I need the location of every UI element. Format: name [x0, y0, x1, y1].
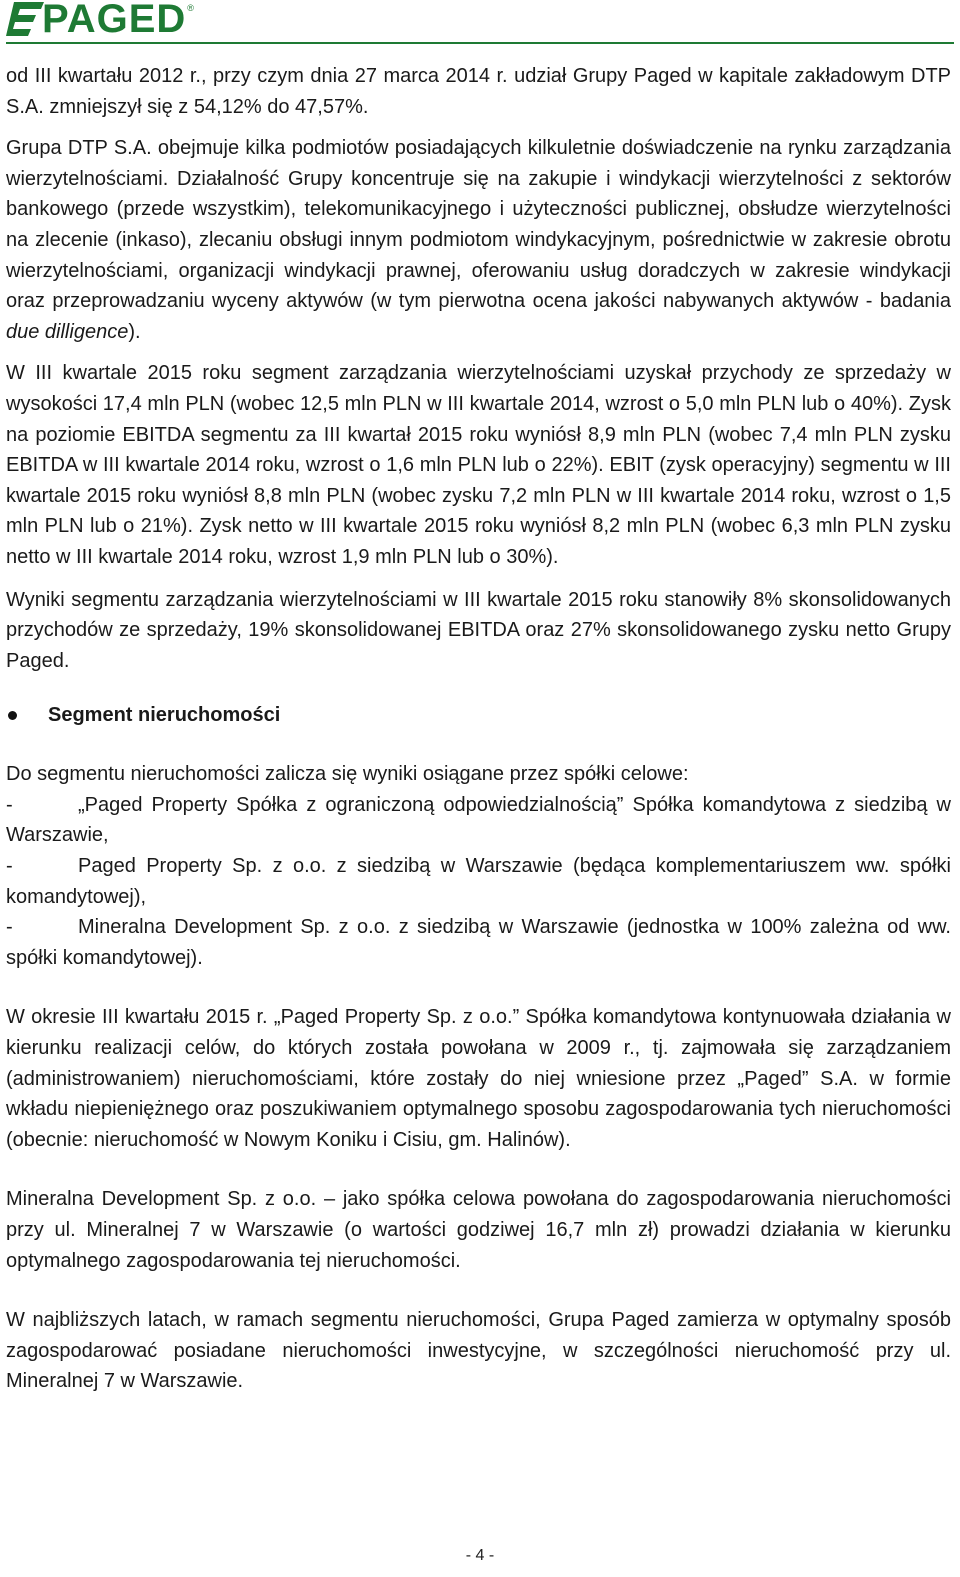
registered-mark: ® — [187, 3, 194, 13]
paragraph-paged-property: W okresie III kwartału 2015 r. „Paged Property Sp. z o.o.” Spółka komandytowa kontynuowała działania w kierunku realizacji celów, do których została powołana w 2009 r., tj. zajmowała się zarządzaniem (administrowaniem) nieruchomościami, które zostały do niej wniesione przez „Paged” S.A. w formie wkładu niepieniężnego oraz poszukiwaniem optymalnego sposobu zagospodarowania tych nieruchomości (obecnie: nieruchomość w Nowym Koniku i Cisiu, gm. Halinów). — [6, 1006, 951, 1151]
paragraph-debt-share: Wyniki segmentu zarządzania wierzytelnościami w III kwartale 2015 roku stanowiły 8% skonsolidowanych przychodów ze sprzedaży, 19% skonsolidowanej EBITDA oraz 27% skonsolidowanego zysku netto Grupy Paged. — [6, 588, 951, 672]
paged-logo-icon — [6, 2, 44, 36]
paragraph-debt-results: W III kwartale 2015 roku segment zarządzania wierzytelnościami uzyskał przychody ze sprzedaży w wysokości 17,4 mln PLN (wobec 12,5 mln PLN w III kwartale 2014, wzrost o 5,0 mln PLN lub o 40%). Zysk na poziomie EBITDA segmentu za III kwartał 2015 roku wyniósł 8,9 mln PLN (wobec 7,4 mln PLN zysku EBITDA w III kwartale 2014 roku, wzrost o 1,6 mln PLN lub o 22%). EBIT (zysk operacyjny) segmentu w III kwartale 2015 roku wyniósł 8,8 mln PLN (wobec zysku 7,2 mln PLN w III kwartale 2014 roku, wzrost o 1,5 mln PLN lub o 21%). Zysk netto w III kwartale 2015 roku wyniósł 8,2 mln PLN (wobec 6,3 mln PLN zysku netto w III kwartale 2014 roku, wzrost 1,9 mln PLN lub o 30%). — [6, 362, 951, 568]
list-item — [6, 790, 951, 851]
list-item-text: „Paged Property Spółka z ograniczoną odpowiedzialnością” Spółka komandytowa z siedzibą w Warszawie, — [6, 793, 951, 847]
list-dash: - — [6, 916, 13, 939]
paragraph-future-plans: W najbliższych latach, w ramach segmentu nieruchomości, Grupa Paged zamierza w optymalny sposób zagospodarować posiadane nieruchomości inwestycyjne, w szczególności nieruchomość przy ul. Mineralnej 7 w Warszawie. — [6, 1309, 951, 1393]
due-diligence-term: due dilligence — [6, 320, 129, 343]
list-item — [6, 912, 951, 973]
section-heading-text: Segment nieruchomości — [48, 703, 281, 726]
paragraph-dtp-share: od III kwartału 2012 r., przy czym dnia 27 marca 2014 r. udział Grupy Paged w kapitale zakładowym DTP S.A. zmniejszył się z 54,12% do 47,57%. — [6, 65, 951, 118]
document-body — [6, 61, 951, 1397]
page-number: - 4 - — [465, 1547, 495, 1564]
paragraph-real-estate-intro: Do segmentu nieruchomości zalicza się wyniki osiągane przez spółki celowe: — [6, 763, 689, 786]
paragraph-mineralna: Mineralna Development Sp. z o.o. – jako spółka celowa powołana do zagospodarowania nieruchomości przy ul. Mineralnej 7 w Warszawie (o wartości godziwej 16,7 mln zł) prowadzi działania w kierunku optymalnego zagospodarowania tej nieruchomości. — [6, 1188, 951, 1272]
logo-wordmark: PAGED — [42, 0, 187, 41]
list-item-text: Paged Property Sp. z o.o. z siedzibą w Warszawie (będąca komplementariuszem ww. spółki komandytowej), — [6, 855, 951, 908]
list-dash: - — [6, 855, 13, 878]
bullet-icon — [8, 711, 17, 720]
list-dash: - — [6, 793, 13, 816]
list-item — [6, 851, 951, 912]
paragraph-dtp-group-text: Grupa DTP S.A. obejmuje kilka podmiotów posiadających kilkuletnie doświadczenie na rynku zarządzania wierzytelnościami. Działalność Grupy koncentruje się na zakupie i windykacji wierzytelności z sektorów bankowego (przede wszystkim), telekomunikacyjnego i użyteczności publicznej, obsłudze wierzytelności na zlecenie (inkaso), zlecaniu obsługi innym podmiotom windykacyjnym, pośrednictwie w zakresie obrotu wierzytelnościami, organizacji windykacji prawnej, oferowaniu usług doradczych w zakresie windykacji oraz przeprowadzaniu wyceny aktywów (w tym pierwotna ocena jakości nabywanych aktywów - badania — [6, 137, 951, 313]
list-item-text: Mineralna Development Sp. z o.o. z siedzibą w Warszawie (jednostka w 100% zależna od ww. spółki komandytowej). — [6, 916, 951, 969]
header-divider — [6, 42, 954, 44]
company-logo — [6, 0, 194, 41]
paragraph-dtp-group-end: ). — [128, 320, 141, 343]
section-heading-real-estate — [6, 700, 951, 730]
paragraph-dtp-group — [6, 133, 951, 347]
